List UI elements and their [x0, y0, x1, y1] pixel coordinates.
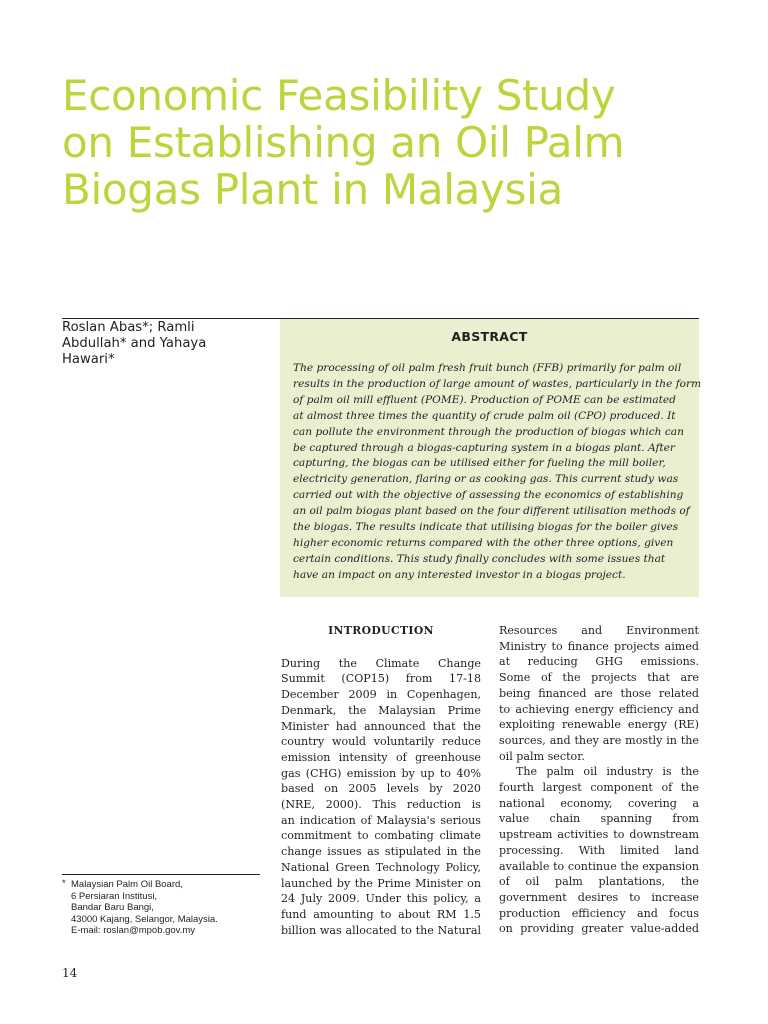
- body-line: fund amounting to about RM 1.5: [281, 907, 481, 921]
- body-line: 24 July 2009. Under this policy, a: [281, 892, 481, 906]
- footnote-line: 43000 Kajang, Selangor, Malaysia.: [71, 913, 218, 925]
- body-line: oil palm sector.: [499, 749, 585, 763]
- body-line: value chain spanning from: [499, 812, 699, 826]
- body-line: production efficiency and focus: [499, 906, 699, 920]
- body-line: During the Climate Change: [281, 656, 481, 670]
- abstract-line: an oil palm biogas plant based on the four different utilisation methods of: [293, 505, 690, 518]
- abstract-line: higher economic returns compared with the other three options, given: [293, 536, 674, 549]
- body-line: to achieving energy efficiency and: [499, 702, 699, 716]
- abstract-line: electricity generation, flaring or as cooking gas. This current study was: [293, 473, 679, 486]
- title-line: Economic Feasibility Study: [62, 71, 616, 120]
- abstract-line: the biogas. The results indicate that utilising biogas for the boiler gives: [293, 521, 679, 534]
- author-line: Roslan Abas*; Ramli: [62, 320, 195, 335]
- body-line: launched by the Prime Minister on: [281, 876, 481, 890]
- body-line: country would voluntarily reduce: [281, 735, 481, 749]
- body-line: being financed are those related: [499, 686, 699, 700]
- footnote-line: Bandar Baru Bangi,: [71, 902, 154, 914]
- body-line: National Green Technology Policy,: [281, 860, 481, 874]
- body-line: billion was allocated to the Natural: [281, 923, 481, 937]
- body-line: Resources and Environment: [499, 624, 699, 637]
- body-line: The palm oil industry is the: [516, 765, 699, 779]
- abstract-body: [293, 361, 702, 584]
- body-line: fourth largest component of the: [499, 781, 699, 795]
- section-heading-introduction: INTRODUCTION: [328, 624, 434, 637]
- body-column-right: [499, 623, 699, 937]
- author-list: [62, 320, 262, 368]
- body-line: an indication of Malaysia's serious: [281, 813, 481, 827]
- footnote-mark: *: [62, 878, 66, 889]
- body-line: sources, and they are mostly in the: [499, 733, 699, 747]
- body-line: emission intensity of greenhouse: [281, 750, 481, 764]
- body-line: December 2009 in Copenhagen,: [281, 688, 481, 702]
- abstract-line: capturing, the biogas can be utilised either for fueling the mill boiler,: [293, 457, 666, 470]
- abstract-line: The processing of oil palm fresh fruit bunch (FFB) primarily for palm oil: [293, 362, 682, 374]
- body-line: Summit (COP15) from 17-18: [281, 672, 481, 686]
- body-line: commitment to combating climate: [281, 829, 481, 843]
- footnote-divider: [62, 874, 260, 875]
- body-line: national economy, covering a: [499, 796, 699, 810]
- body-line: Denmark, the Malaysian Prime: [281, 703, 481, 717]
- author-line: Abdullah* and Yahaya: [62, 336, 207, 351]
- body-line: of oil palm plantations, the: [499, 875, 699, 889]
- abstract-line: be captured through a biogas-capturing system in a biogas plant. After: [293, 441, 675, 454]
- body-line: on providing greater value-added: [499, 922, 699, 936]
- abstract-line: can pollute the environment through the production of biogas which can: [293, 425, 684, 438]
- title-line: on Establishing an Oil Palm: [62, 118, 625, 167]
- body-line: government desires to increase: [499, 890, 699, 904]
- abstract-line: certain conditions. This study finally concludes with some issues that: [293, 552, 666, 565]
- title-line: Biogas Plant in Malaysia: [62, 165, 563, 214]
- body-line: available to continue the expansion: [499, 859, 699, 873]
- body-line: based on 2005 levels by 2020: [281, 782, 481, 796]
- body-line: gas (CHG) emission by up to 40%: [281, 766, 481, 780]
- author-line: Hawari*: [62, 352, 115, 367]
- abstract-line: at almost three times the quantity of crude palm oil (CPO) produced. It: [293, 409, 676, 422]
- body-line: processing. With limited land: [499, 843, 699, 857]
- abstract-line: carried out with the objective of assessing the economics of establishing: [293, 489, 684, 502]
- body-line: at reducing GHG emissions.: [499, 655, 699, 669]
- article-title: [62, 72, 742, 213]
- body-line: (NRE, 2000). This reduction is: [281, 798, 481, 812]
- footnote-email: E-mail: roslan@mpob.gov.my: [71, 925, 196, 937]
- footnote-line: 6 Persiaran Institusi,: [71, 890, 158, 902]
- abstract-line: of palm oil mill effluent (POME). Production of POME can be estimated: [293, 393, 676, 406]
- body-line: Some of the projects that are: [499, 671, 699, 685]
- page-number: 14: [62, 966, 78, 980]
- abstract-line: have an impact on any interested investor in a biogas project.: [293, 568, 626, 581]
- body-column-left: [281, 623, 481, 938]
- body-line: upstream activities to downstream: [499, 828, 699, 842]
- abstract-heading: ABSTRACT: [451, 329, 528, 344]
- abstract-line: results in the production of large amount of wastes, particularly in the form: [293, 377, 702, 390]
- body-line: exploiting renewable energy (RE): [499, 718, 699, 732]
- body-line: change issues as stipulated in the: [281, 845, 481, 859]
- body-line: Ministry to finance projects aimed: [499, 639, 699, 653]
- footnote-line: Malaysian Palm Oil Board,: [71, 879, 183, 890]
- author-affiliation-footnote: [62, 879, 262, 937]
- body-line: Minister had announced that the: [281, 719, 481, 733]
- abstract-box: [280, 319, 702, 597]
